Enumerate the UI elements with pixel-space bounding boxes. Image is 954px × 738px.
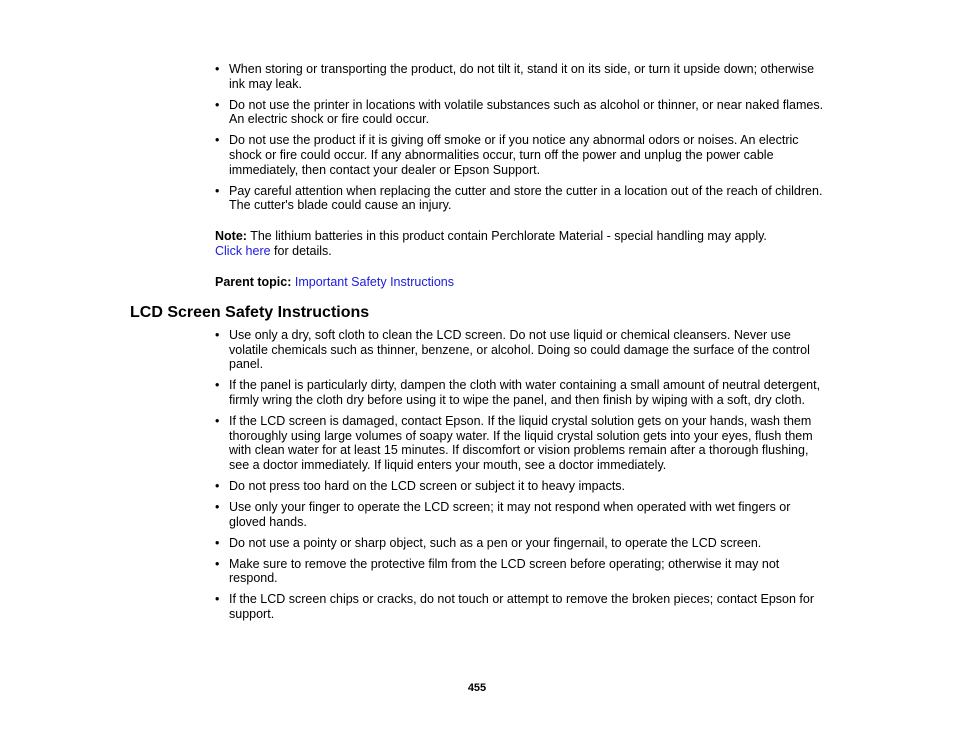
parent-topic-label: Parent topic: — [215, 275, 292, 289]
safety-bullet-list — [215, 62, 827, 219]
list-item — [215, 98, 827, 127]
bullet-text: If the panel is particularly dirty, dampen the cloth with water containing a small amount of neutral detergent, firmly wring the cloth dry before using it to wipe the panel, and then finish by wiping with a soft, dry cloth. — [229, 378, 821, 407]
bullet-marker: • — [215, 62, 220, 76]
bullet-marker: • — [215, 133, 220, 148]
bullet-marker: • — [215, 556, 220, 571]
page-number: 455 — [467, 682, 487, 694]
battery-note — [215, 229, 827, 258]
bullet-marker: • — [215, 592, 220, 607]
bullet-marker: • — [215, 535, 220, 550]
list-item — [215, 536, 827, 551]
parent-topic-link[interactable]: Important Safety Instructions — [294, 275, 454, 289]
bullet-text: Pay careful attention when replacing the cutter and store the cutter in a location out of the reach of children. The cutter's blade could cause an injury. — [229, 183, 823, 213]
bullet-marker: • — [215, 499, 220, 514]
list-item — [215, 500, 827, 529]
bullet-marker: • — [215, 97, 220, 112]
list-item — [215, 378, 827, 407]
bullet-text: When storing or transporting the product, do not tilt it, stand it on its side, or turn it upside down; otherwise ink may leak. — [229, 62, 815, 91]
note-after-text: for details. — [270, 243, 332, 258]
bullet-text: Do not use the product if it is giving off smoke or if you notice any abnormal odors or noises. An electric shock or fire could occur. If any abnormalities occur, turn off the power and unplug the power cable immediately, then contact your dealer or Epson Support. — [229, 133, 799, 177]
list-item — [215, 592, 827, 621]
list-item — [215, 62, 827, 91]
bullet-marker: • — [215, 378, 220, 393]
bullet-text: Use only your finger to operate the LCD screen; it may not respond when operated with wet fingers or gloved hands. — [229, 499, 791, 529]
list-item — [215, 414, 827, 472]
note-label: Note: — [215, 229, 247, 243]
lcd-bullet-list — [215, 328, 827, 628]
bullet-text: Do not use a pointy or sharp object, such as a pen or your fingernail, to operate the LCD screen. — [229, 535, 762, 550]
bullet-marker: • — [215, 328, 220, 342]
section-title: LCD Screen Safety Instructions — [130, 304, 370, 321]
bullet-text: Do not use the printer in locations with volatile substances such as alcohol or thinner, or near naked flames. An electric shock or fire could occur. — [229, 97, 824, 127]
bullet-text: Make sure to remove the protective film from the LCD screen before operating; otherwise it may not respond. — [229, 556, 780, 586]
list-item — [215, 328, 827, 372]
list-item — [215, 479, 827, 494]
note-text: The lithium batteries in this product contain Perchlorate Material - special handling may apply. — [246, 229, 767, 243]
bullet-marker: • — [215, 183, 220, 198]
bullet-text: If the LCD screen chips or cracks, do not touch or attempt to remove the broken pieces; contact Epson for support. — [229, 592, 815, 621]
parent-topic — [215, 275, 827, 290]
list-item — [215, 557, 827, 586]
bullet-marker: • — [215, 413, 220, 428]
list-item — [215, 184, 827, 213]
bullet-marker: • — [215, 478, 220, 493]
click-here-link[interactable]: Click here — [215, 243, 271, 258]
bullet-text: Do not press too hard on the LCD screen or subject it to heavy impacts. — [229, 478, 626, 493]
bullet-text: If the LCD screen is damaged, contact Epson. If the liquid crystal solution gets on your hands, wash them thoroughly using large volumes of soapy water. If the liquid crystal solution gets into your eyes, flush them with clean water for at least 15 minutes. If discomfort or vision problems remain after a thorough flushing, see a doctor immediately. If liquid enters your mouth, see a doctor immediately. — [229, 413, 813, 472]
list-item — [215, 133, 827, 177]
bullet-text: Use only a dry, soft cloth to clean the LCD screen. Do not use liquid or chemical cleansers. Never use volatile chemicals such as thinner, benzene, or alcohol. Doing so could damage the surface of the control panel. — [229, 328, 810, 372]
